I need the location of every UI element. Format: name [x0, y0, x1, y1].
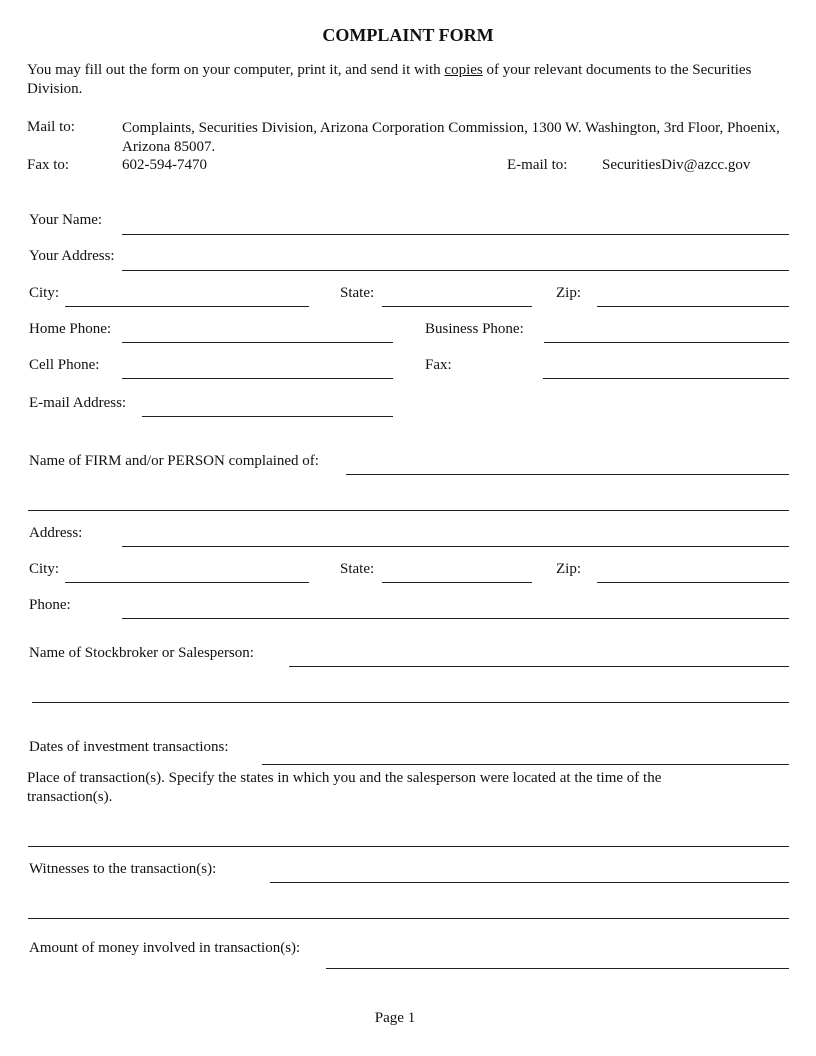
email-to-label: E-mail to: [507, 157, 568, 173]
home-phone-input[interactable] [122, 323, 393, 341]
your-address-line [122, 270, 789, 271]
firm-phone-label: Phone: [29, 597, 71, 613]
firm-state-line [382, 582, 532, 583]
state-line [382, 306, 532, 307]
amount-line [326, 968, 789, 969]
your-address-input[interactable] [122, 251, 789, 269]
form-title: COMPLAINT FORM [322, 25, 494, 45]
witnesses-line [270, 882, 789, 883]
intro-before: You may fill out the form on your computer, print it, and send it with [27, 62, 445, 78]
firm-address-input[interactable] [122, 527, 789, 545]
your-name-line [122, 234, 789, 235]
cell-phone-label: Cell Phone: [29, 357, 100, 373]
firm-person-input-2[interactable] [28, 491, 789, 509]
dates-label: Dates of investment transactions: [29, 739, 229, 755]
firm-person-line-2 [28, 510, 789, 511]
email-to-address[interactable] [602, 157, 750, 174]
firm-zip-line [597, 582, 789, 583]
city-label: City: [29, 285, 60, 301]
intro-after: of your relevant documents to the Securities Division. [27, 62, 752, 97]
intro-text [27, 61, 767, 99]
firm-phone-input[interactable] [122, 599, 789, 617]
firm-address-label: Address: [29, 525, 83, 541]
your-name-label: Your Name: [29, 212, 103, 228]
stockbroker-input[interactable] [289, 647, 789, 665]
firm-address-line [122, 546, 789, 547]
firm-city-input[interactable] [65, 563, 309, 581]
your-address-label: Your Address: [29, 248, 115, 264]
zip-label: Zip: [556, 285, 581, 301]
mail-address: Complaints, Securities Division, Arizona Corporation Commission, 1300 W. Washington, 3rd Floor, Phoenix, Arizona 85007. [122, 120, 780, 155]
fax-to-label: Fax to: [27, 157, 70, 173]
fax-line [543, 378, 789, 379]
witnesses-label: Witnesses to the transaction(s): [29, 861, 217, 877]
fax-input[interactable] [543, 359, 789, 377]
firm-person-input[interactable] [346, 455, 789, 473]
state-label: State: [340, 285, 375, 301]
intro-copies: copies [444, 62, 483, 78]
firm-zip-label: Zip: [556, 561, 581, 577]
city-input[interactable] [65, 287, 309, 305]
firm-city-line [65, 582, 309, 583]
business-phone-label: Business Phone: [425, 321, 524, 337]
place-line [28, 846, 789, 847]
firm-zip-input[interactable] [597, 563, 789, 581]
email-link[interactable]: SecuritiesDiv@azcc.gov [602, 157, 751, 173]
fax-label: Fax: [425, 357, 452, 373]
witnesses-input-2[interactable] [28, 899, 789, 917]
home-phone-label: Home Phone: [29, 321, 112, 337]
stockbroker-line [289, 666, 789, 667]
dates-input[interactable] [262, 745, 789, 763]
place-label: Place of transaction(s). Specify the states in which you and the salesperson were located at the time of the transaction(s). [27, 770, 662, 805]
firm-state-label: State: [340, 561, 375, 577]
page-number: Page 1 [374, 1010, 416, 1026]
email-address-input[interactable] [142, 397, 393, 415]
fax-number: 602-594-7470 [122, 157, 207, 173]
your-name-input[interactable] [122, 215, 789, 233]
place-input[interactable] [28, 827, 789, 845]
stockbroker-label: Name of Stockbroker or Salesperson: [29, 645, 254, 661]
firm-city-label: City: [29, 561, 60, 577]
email-address-line [142, 416, 393, 417]
witnesses-input[interactable] [270, 863, 789, 881]
business-phone-input[interactable] [544, 323, 789, 341]
amount-input[interactable] [326, 949, 789, 967]
firm-state-input[interactable] [382, 563, 532, 581]
email-address-label: E-mail Address: [29, 395, 127, 411]
dates-line [262, 764, 789, 765]
cell-phone-line [122, 378, 393, 379]
state-input[interactable] [382, 287, 532, 305]
zip-line [597, 306, 789, 307]
home-phone-line [122, 342, 393, 343]
city-line [65, 306, 309, 307]
firm-phone-line [122, 618, 789, 619]
firm-person-label: Name of FIRM and/or PERSON complained of: [29, 453, 319, 469]
cell-phone-input[interactable] [122, 359, 393, 377]
business-phone-line [544, 342, 789, 343]
amount-label: Amount of money involved in transaction(s): [29, 940, 301, 956]
firm-person-line [346, 474, 789, 475]
stockbroker-line-2 [32, 702, 789, 703]
witnesses-line-2 [28, 918, 789, 919]
mail-label: Mail to: [27, 119, 75, 135]
stockbroker-input-2[interactable] [32, 683, 789, 701]
zip-input[interactable] [597, 287, 789, 305]
